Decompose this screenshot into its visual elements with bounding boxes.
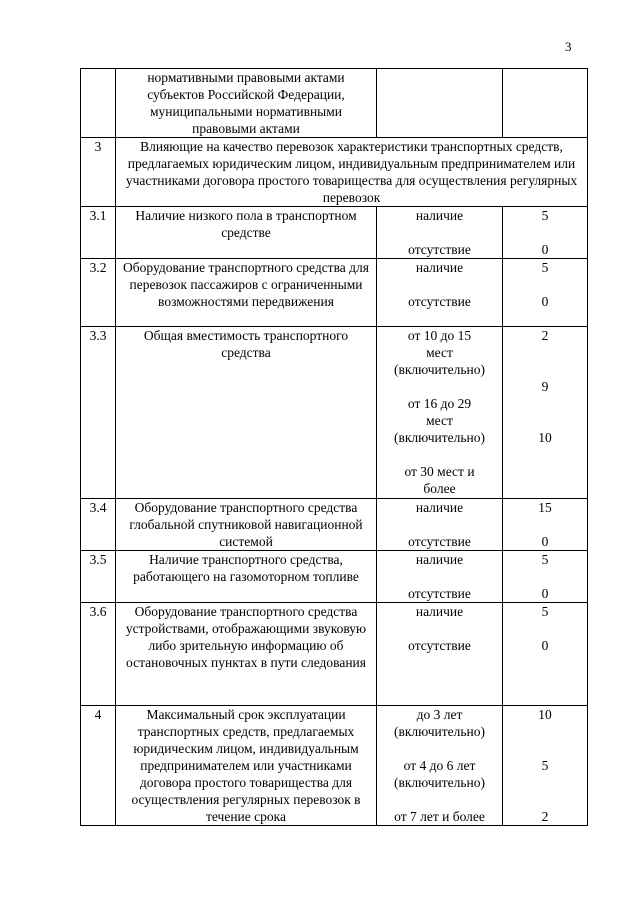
score-cell (503, 706, 588, 826)
option-label: от 7 лет и более (394, 809, 485, 824)
row-number: 3.4 (81, 499, 116, 551)
criterion-text: Оборудование транспортного средства глобальной спутниковой навигационной системой (116, 499, 377, 551)
option-label: отсутствие (408, 534, 471, 549)
option-cell (377, 551, 503, 603)
row-number: 3.1 (81, 207, 116, 259)
criterion-text: Оборудование транспортного средства устройствами, отображающими звуковую либо зрительную информацию об остановочных пунктах в пути следования (116, 603, 377, 706)
score-value: 5 (541, 208, 549, 223)
option-label: от 30 мест и более (404, 464, 475, 496)
table-row (81, 499, 588, 551)
score-cell (503, 259, 588, 327)
option-label: наличие (415, 604, 464, 619)
option-label: наличие (415, 552, 464, 567)
score-cell (503, 551, 588, 603)
row-number: 3.3 (81, 327, 116, 499)
option-label: от 10 до 15 мест (включительно) (394, 328, 486, 377)
criterion-text: Оборудование транспортного средства для перевозок пассажиров с ограниченными возможностями передвижения (116, 259, 377, 327)
option-label: наличие (415, 500, 464, 515)
option-label: отсутствие (408, 242, 471, 257)
score-cell (503, 69, 588, 138)
score-cell (503, 327, 588, 499)
table-row (81, 706, 588, 826)
row-number: 3 (81, 138, 116, 207)
score-value: 5 (541, 552, 549, 567)
score-value: 0 (541, 534, 549, 549)
option-cell (377, 207, 503, 259)
criterion-text: Наличие транспортного средства, работающего на газомоторном топливе (116, 551, 377, 603)
score-value: 5 (541, 758, 549, 773)
option-cell (377, 69, 503, 138)
table-row (81, 603, 588, 706)
option-label: наличие (415, 260, 464, 275)
criterion-text: Максимальный срок эксплуатации транспортных средств, предлагаемых юридическим лицом, индивидуальным предпринимателем или участниками договора простого товарищества для осуществления регулярных перевозок в течение срока (116, 706, 377, 826)
row-number: 4 (81, 706, 116, 826)
table-row (81, 327, 588, 499)
score-value: 9 (541, 379, 549, 394)
score-value: 2 (541, 809, 549, 824)
score-value: 15 (538, 500, 552, 515)
score-value: 10 (538, 430, 552, 445)
option-cell (377, 499, 503, 551)
page-number: 3 (565, 39, 572, 54)
option-cell (377, 327, 503, 499)
option-label: от 16 до 29 мест (включительно) (394, 396, 486, 445)
option-label: отсутствие (408, 586, 471, 601)
option-label: отсутствие (408, 294, 471, 309)
option-label: до 3 лет (включительно) (393, 707, 485, 739)
option-label: отсутствие (408, 638, 471, 653)
score-cell (503, 207, 588, 259)
score-value: 0 (541, 242, 549, 257)
table-row (81, 207, 588, 259)
score-value: 10 (538, 707, 552, 722)
criteria-table (80, 68, 588, 826)
score-value: 5 (541, 604, 549, 619)
score-cell (503, 499, 588, 551)
option-cell (377, 706, 503, 826)
score-value: 0 (541, 638, 549, 653)
criterion-text: Наличие низкого пола в транспортном средстве (116, 207, 377, 259)
option-cell (377, 603, 503, 706)
table-row (81, 551, 588, 603)
row-number: 3.6 (81, 603, 116, 706)
option-label: от 4 до 6 лет (включительно) (393, 758, 485, 790)
option-cell (377, 259, 503, 327)
score-value: 0 (541, 586, 549, 601)
table-row (81, 259, 588, 327)
row-number (81, 69, 116, 138)
row-number: 3.5 (81, 551, 116, 603)
criterion-text: нормативными правовыми актами субъектов Российской Федерации, муниципальными нормативными правовыми актами (116, 69, 377, 138)
option-label: наличие (415, 208, 464, 223)
table-row (81, 138, 588, 207)
criterion-text: Общая вместимость транспортного средства (116, 327, 377, 499)
score-cell (503, 603, 588, 706)
score-value: 2 (541, 328, 549, 343)
score-value: 0 (541, 294, 549, 309)
score-value: 5 (541, 260, 549, 275)
section-heading: Влияющие на качество перевозок характеристики транспортных средств, предлагаемых юридическим лицом, индивидуальным предпринимателем или участниками договора простого товарищества для осуществления регулярных перевозок (116, 138, 588, 207)
row-number: 3.2 (81, 259, 116, 327)
table-row (81, 69, 588, 138)
